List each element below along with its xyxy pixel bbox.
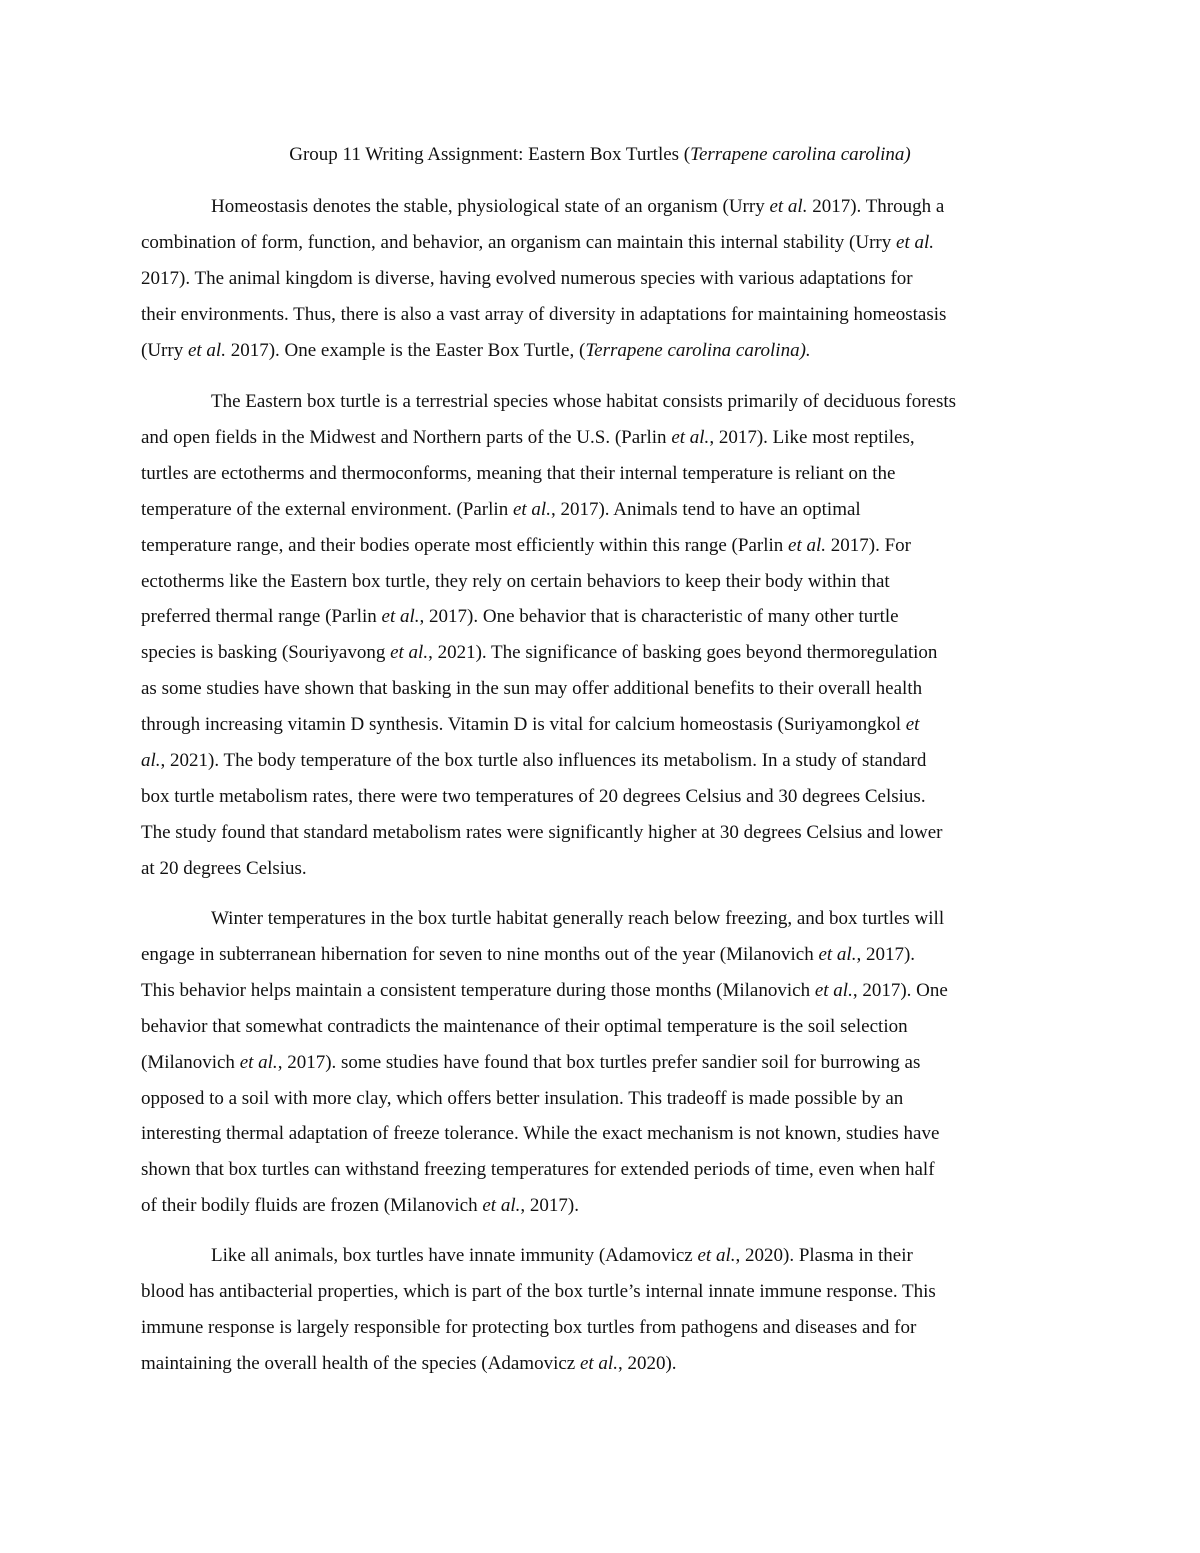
paragraph-innate-immunity bbox=[141, 1238, 1061, 1382]
text-line bbox=[141, 333, 1061, 369]
italic-text: et al. bbox=[390, 642, 429, 664]
italic-text: et al. bbox=[381, 606, 420, 628]
text-run: combination of form, function, and behavior, an organism can maintain this internal stability (Urry bbox=[141, 231, 897, 253]
text-line bbox=[141, 1116, 1061, 1152]
italic-text: et al. bbox=[814, 979, 853, 1001]
italic-text: et al. bbox=[896, 231, 935, 253]
text-line bbox=[141, 564, 1061, 600]
text-line bbox=[141, 1274, 1061, 1310]
paragraph-homeostasis bbox=[141, 189, 1061, 369]
text-run: shown that box turtles can withstand freezing temperatures for extended periods of time, even when half bbox=[141, 1159, 935, 1181]
text-run: The study found that standard metabolism rates were significantly higher at 30 degrees Celsius and lower bbox=[141, 821, 943, 843]
text-run: , 2017). some studies have found that box turtles prefer sandier soil for burrowing as bbox=[277, 1051, 921, 1073]
text-run: (Milanovich bbox=[141, 1051, 240, 1073]
italic-text: et al. bbox=[818, 943, 857, 965]
text-line bbox=[141, 1081, 1061, 1117]
text-run: 2017). The animal kingdom is diverse, having evolved numerous species with various adaptations for bbox=[141, 267, 913, 289]
text-run: 2017). For bbox=[826, 534, 912, 556]
text-line bbox=[141, 261, 1061, 297]
text-run: , 2021). The body temperature of the box turtle also influences its metabolism. In a study of standard bbox=[160, 750, 927, 772]
text-line bbox=[141, 1045, 1061, 1081]
paragraph-winter-hibernation bbox=[141, 901, 1061, 1224]
text-run: engage in subterranean hibernation for seven to nine months out of the year (Milanovich bbox=[141, 943, 819, 965]
italic-text: al. bbox=[141, 750, 161, 772]
text-line bbox=[141, 456, 1061, 492]
text-run: , 2017). bbox=[520, 1195, 579, 1217]
text-run: , 2021). The significance of basking goes beyond thermoregulation bbox=[428, 642, 938, 664]
text-run: at 20 degrees Celsius. bbox=[141, 857, 307, 879]
text-line bbox=[141, 707, 1061, 743]
text-run: ectotherms like the Eastern box turtle, they rely on certain behaviors to keep their body within that bbox=[141, 570, 890, 592]
text-run: temperature range, and their bodies operate most efficiently within this range (Parlin bbox=[141, 534, 789, 556]
text-line bbox=[141, 528, 1061, 564]
text-run: interesting thermal adaptation of freeze tolerance. While the exact mechanism is not known, studies have bbox=[141, 1123, 940, 1145]
text-line bbox=[141, 815, 1061, 851]
text-run: turtles are ectotherms and thermoconforms, meaning that their internal temperature is reliant on the bbox=[141, 462, 896, 484]
text-run: behavior that somewhat contradicts the maintenance of their optimal temperature is the soil selection bbox=[141, 1015, 908, 1037]
text-line bbox=[141, 779, 1061, 815]
italic-text: et al. bbox=[697, 1245, 736, 1266]
text-run: (Urry bbox=[141, 339, 188, 361]
text-line bbox=[141, 973, 1061, 1009]
italic-text: et al. bbox=[769, 196, 808, 217]
italic-text: et al. bbox=[239, 1051, 278, 1073]
text-run: species is basking (Souriyavong bbox=[141, 642, 391, 664]
text-run: their environments. Thus, there is also a vast array of diversity in adaptations for maintaining homeostasis bbox=[141, 303, 947, 325]
title-species-name: Terrapene carolina carolina) bbox=[690, 144, 911, 165]
italic-text: Terrapene carolina carolina). bbox=[585, 339, 811, 361]
text-line bbox=[141, 743, 1061, 779]
document-title bbox=[0, 143, 1200, 167]
text-run: , 2017). bbox=[856, 943, 916, 965]
text-line bbox=[141, 384, 1061, 420]
text-run: Like all animals, box turtles have innate immunity (Adamovicz bbox=[211, 1245, 698, 1266]
text-run: blood has antibacterial properties, which is part of the box turtle’s internal innate immune response. This bbox=[141, 1280, 936, 1302]
text-line bbox=[141, 901, 1061, 937]
text-run: through increasing vitamin D synthesis. Vitamin D is vital for calcium homeostasis (Suriyamongkol bbox=[141, 714, 906, 736]
text-run: , 2017). Like most reptiles, bbox=[709, 426, 915, 448]
text-line bbox=[141, 1188, 1061, 1224]
text-line bbox=[141, 420, 1061, 456]
text-line bbox=[141, 937, 1061, 973]
text-run: Homeostasis denotes the stable, physiological state of an organism (Urry bbox=[211, 196, 770, 217]
text-run: The Eastern box turtle is a terrestrial species whose habitat consists primarily of deciduous forests bbox=[211, 391, 957, 412]
text-line bbox=[141, 1238, 1061, 1274]
text-run: 2017). Through a bbox=[807, 196, 945, 217]
text-run: immune response is largely responsible for protecting box turtles from pathogens and diseases and for bbox=[141, 1316, 917, 1338]
text-run: , 2017). One behavior that is characteristic of many other turtle bbox=[419, 606, 899, 628]
text-line bbox=[141, 671, 1061, 707]
text-line bbox=[141, 297, 1061, 333]
text-line bbox=[141, 492, 1061, 528]
italic-text: et bbox=[905, 714, 920, 736]
text-line bbox=[141, 599, 1061, 635]
italic-text: et al. bbox=[579, 1352, 618, 1374]
text-run: and open fields in the Midwest and Northern parts of the U.S. (Parlin bbox=[141, 426, 672, 448]
paragraph-habitat-thermoregulation bbox=[141, 384, 1061, 887]
text-run: , 2020). Plasma in their bbox=[735, 1245, 913, 1266]
text-line bbox=[141, 1009, 1061, 1045]
text-run: , 2020). bbox=[617, 1352, 677, 1374]
italic-text: et al. bbox=[512, 498, 551, 520]
italic-text: et al. bbox=[788, 534, 827, 556]
text-line bbox=[141, 635, 1061, 671]
text-run: preferred thermal range (Parlin bbox=[141, 606, 382, 628]
text-run: , 2017). Animals tend to have an optimal bbox=[550, 498, 861, 520]
text-line bbox=[141, 851, 1061, 887]
text-line bbox=[141, 225, 1061, 261]
text-run: of their bodily fluids are frozen (Milanovich bbox=[141, 1195, 483, 1217]
text-run: as some studies have shown that basking in the sun may offer additional benefits to their overall health bbox=[141, 678, 923, 700]
text-line bbox=[141, 1310, 1061, 1346]
text-run: Winter temperatures in the box turtle habitat generally reach below freezing, and box turtles will bbox=[211, 908, 945, 929]
text-run: maintaining the overall health of the species (Adamovicz bbox=[141, 1352, 580, 1374]
italic-text: et al. bbox=[671, 426, 710, 448]
text-line bbox=[141, 1346, 1061, 1382]
title-text: Group 11 Writing Assignment: Eastern Box Turtles ( bbox=[289, 144, 691, 165]
italic-text: et al. bbox=[187, 339, 226, 361]
italic-text: et al. bbox=[482, 1195, 521, 1217]
text-run: temperature of the external environment. (Parlin bbox=[141, 498, 513, 520]
text-line bbox=[141, 189, 1061, 225]
text-line bbox=[141, 1152, 1061, 1188]
text-run: This behavior helps maintain a consistent temperature during those months (Milanovich bbox=[141, 979, 815, 1001]
text-run: box turtle metabolism rates, there were two temperatures of 20 degrees Celsius and 30 degrees Celsius. bbox=[141, 785, 926, 807]
text-run: , 2017). One bbox=[852, 979, 948, 1001]
text-run: 2017). One example is the Easter Box Turtle, ( bbox=[225, 339, 586, 361]
text-run: opposed to a soil with more clay, which offers better insulation. This tradeoff is made possible by an bbox=[141, 1087, 904, 1109]
